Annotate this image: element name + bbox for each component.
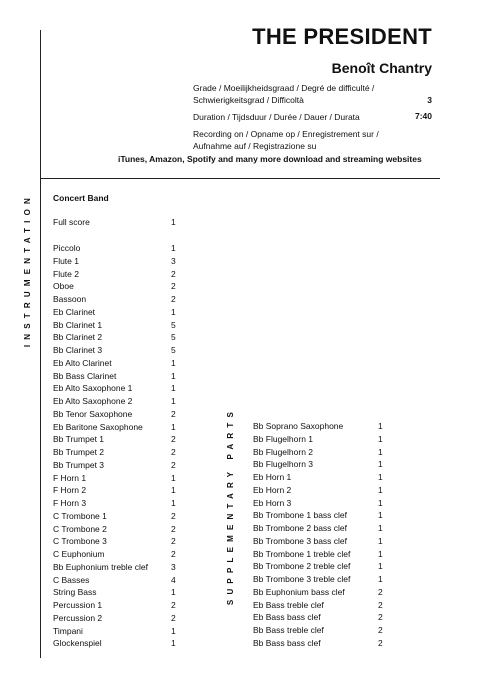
part-name: C Trombone 3: [53, 536, 107, 547]
concert-band-heading: Concert Band: [53, 193, 109, 203]
part-quantity: 1: [378, 472, 383, 482]
part-quantity: 3: [171, 561, 176, 572]
part-name: Flute 1: [53, 255, 79, 266]
part-quantity: 1: [171, 217, 176, 227]
list-item: [253, 612, 383, 623]
list-item: [53, 294, 176, 304]
list-item: [53, 332, 176, 343]
part-quantity: 2: [171, 612, 176, 623]
part-quantity: 1: [171, 306, 176, 317]
part-quantity: 1: [171, 370, 176, 381]
part-name: Bb Bass treble clef: [253, 625, 324, 635]
part-name: Bb Flugelhorn 1: [253, 433, 314, 444]
part-quantity: 5: [171, 319, 176, 330]
list-item: [253, 433, 383, 444]
part-quantity: 1: [378, 523, 383, 533]
part-quantity: 2: [171, 459, 176, 470]
part-quantity: 2: [378, 625, 383, 635]
composer-name: Benoît Chantry: [331, 60, 432, 76]
part-quantity: 3: [171, 255, 176, 266]
part-name: Bb Bass bass clef: [253, 637, 321, 648]
part-name: Bb Trumpet 2: [53, 447, 105, 457]
list-item: [253, 561, 383, 572]
part-name: Bb Flugelhorn 2: [253, 446, 314, 457]
recording-label-line-1: Recording on / Opname op / Enregistrement sur /: [193, 129, 379, 139]
part-name: Bb Bass Clarinet: [53, 370, 117, 381]
list-item: [253, 484, 383, 495]
list-item: [253, 586, 383, 597]
list-item: [53, 319, 176, 330]
part-quantity: 2: [171, 600, 176, 610]
list-item: [253, 548, 383, 559]
list-item: [53, 255, 176, 266]
recording-label-line-2: Aufnahme auf / Registrazione su: [193, 141, 317, 151]
page-title: THE PRESIDENT: [252, 24, 432, 49]
part-quantity: 1: [378, 561, 383, 572]
list-item: [53, 498, 176, 508]
list-item: [253, 446, 383, 457]
part-quantity: 1: [378, 484, 383, 495]
part-name: Eb Alto Saxophone 1: [53, 383, 133, 394]
part-name: Bb Trumpet 3: [53, 459, 105, 470]
part-name: F Horn 3: [53, 498, 87, 508]
list-item: [253, 574, 383, 584]
list-item: [53, 561, 176, 572]
part-name: Bb Tenor Saxophone: [53, 408, 133, 419]
part-name: C Trombone 1: [53, 510, 107, 521]
part-quantity: 2: [171, 523, 176, 534]
list-item: [53, 587, 176, 598]
list-item: [53, 306, 176, 317]
part-quantity: 1: [171, 396, 176, 406]
part-quantity: 1: [378, 433, 383, 444]
list-item: [53, 459, 176, 470]
part-quantity: 1: [171, 243, 176, 253]
part-name: Percussion 1: [53, 600, 103, 610]
list-item: [253, 535, 383, 546]
part-quantity: 2: [378, 586, 383, 597]
part-quantity: 2: [171, 408, 176, 419]
part-name: Eb Horn 3: [253, 497, 292, 508]
part-name: Eb Bass treble clef: [253, 599, 324, 610]
part-quantity: 2: [378, 599, 383, 610]
part-name: Percussion 2: [53, 612, 103, 623]
list-item: [53, 472, 176, 483]
list-item: [53, 421, 176, 432]
part-name: Eb Alto Saxophone 2: [53, 396, 133, 406]
part-name: F Horn 1: [53, 472, 87, 483]
part-quantity: 5: [171, 345, 176, 355]
part-name: Eb Alto Clarinet: [53, 357, 112, 368]
grade-label-line-1: Grade / Moeilijkheidsgraad / Degré de difficulté /: [193, 83, 375, 93]
list-item: [253, 625, 383, 635]
list-item: [53, 408, 176, 419]
part-quantity: 1: [171, 587, 176, 598]
left-divider: [40, 30, 41, 658]
part-quantity: 2: [171, 434, 176, 445]
list-item: [253, 421, 383, 431]
part-quantity: 2: [378, 637, 383, 648]
header-divider: [40, 178, 440, 179]
part-name: Timpani: [53, 625, 83, 636]
list-item: [53, 638, 176, 649]
grade-label-line-2: Schwierigkeitsgrad / Difficoltà: [193, 95, 304, 105]
part-name: Bb Clarinet 2: [53, 332, 103, 343]
list-item: [53, 243, 176, 253]
part-name: Bb Trombone 1 treble clef: [253, 548, 351, 559]
part-quantity: 1: [378, 510, 383, 521]
list-item: [253, 497, 383, 508]
part-quantity: 2: [171, 536, 176, 547]
part-name: Bb Trombone 1 bass clef: [253, 510, 348, 521]
part-quantity: 1: [171, 472, 176, 483]
list-item: [53, 485, 176, 496]
list-item: [53, 396, 176, 406]
part-quantity: 1: [378, 548, 383, 559]
list-item: [53, 625, 176, 636]
part-quantity: 2: [171, 281, 176, 292]
part-quantity: 1: [378, 497, 383, 508]
part-name: Oboe: [53, 281, 74, 292]
list-item: [53, 281, 176, 292]
part-quantity: 1: [171, 383, 176, 394]
part-quantity: 1: [171, 625, 176, 636]
part-name: Eb Clarinet: [53, 306, 96, 317]
part-name: Bb Trombone 2 treble clef: [253, 561, 351, 572]
part-quantity: 2: [171, 510, 176, 521]
part-quantity: 2: [171, 549, 176, 559]
part-name: Eb Baritone Saxophone: [53, 421, 143, 432]
part-name: String Bass: [53, 587, 97, 598]
part-quantity: 2: [378, 612, 383, 623]
list-item: [253, 510, 383, 521]
list-item: [53, 600, 176, 610]
part-quantity: 1: [171, 485, 176, 496]
part-quantity: 2: [171, 294, 176, 304]
list-item: [53, 370, 176, 381]
grade-value: 3: [427, 95, 432, 105]
part-quantity: 2: [171, 447, 176, 457]
list-item: [253, 523, 383, 533]
part-name: F Horn 2: [53, 485, 87, 496]
part-quantity: 1: [378, 421, 383, 431]
list-item: [53, 574, 176, 585]
part-name: Eb Horn 1: [253, 472, 292, 482]
list-item: [53, 345, 176, 355]
list-item: [53, 523, 176, 534]
part-quantity: 4: [171, 574, 176, 585]
part-name: Bb Flugelhorn 3: [253, 459, 314, 470]
part-quantity: 1: [171, 357, 176, 368]
part-name: C Basses: [53, 574, 90, 585]
list-item: [53, 357, 176, 368]
list-item: [53, 612, 176, 623]
part-quantity: 1: [171, 638, 176, 649]
part-name: Bb Trombone 2 bass clef: [253, 523, 348, 533]
part-quantity: 1: [378, 535, 383, 546]
duration-label: Duration / Tijdsduur / Durée / Dauer / Durata: [193, 112, 360, 122]
list-item: [53, 549, 176, 559]
part-quantity: 1: [378, 446, 383, 457]
part-name: Bb Euphonium treble clef: [53, 561, 148, 572]
part-name: Bb Clarinet 3: [53, 345, 103, 355]
list-item: [253, 599, 383, 610]
part-name: Flute 2: [53, 268, 79, 279]
list-item: [53, 510, 176, 521]
part-name: Full score: [53, 217, 90, 227]
part-quantity: 5: [171, 332, 176, 343]
part-name: Bb Clarinet 1: [53, 319, 103, 330]
part-name: Bb Euphonium bass clef: [253, 586, 345, 597]
part-name: Eb Bass bass clef: [253, 612, 321, 623]
list-item: [53, 447, 176, 457]
streaming-platforms: iTunes, Amazon, Spotify and many more download and streaming websites: [118, 154, 422, 164]
list-item: [53, 536, 176, 547]
part-name: Bassoon: [53, 294, 87, 304]
part-quantity: 2: [171, 268, 176, 279]
part-name: Eb Horn 2: [253, 484, 292, 495]
part-quantity: 1: [171, 498, 176, 508]
part-name: Bb Trombone 3 bass clef: [253, 535, 348, 546]
part-quantity: 1: [378, 574, 383, 584]
part-name: C Trombone 2: [53, 523, 107, 534]
part-quantity: 1: [171, 421, 176, 432]
list-item: [53, 434, 176, 445]
list-item: [253, 637, 383, 648]
part-name: Bb Trombone 3 treble clef: [253, 574, 351, 584]
list-item: [53, 268, 176, 279]
part-quantity: 1: [378, 459, 383, 470]
supplementary-parts-label: SUPPLEMENTARY PARTS: [226, 407, 235, 606]
part-name: Piccolo: [53, 243, 81, 253]
instrumentation-label: INSTRUMENTATION: [23, 193, 32, 348]
part-name: Bb Soprano Saxophone: [253, 421, 344, 431]
list-item: [253, 459, 383, 470]
duration-value: 7:40: [414, 111, 432, 121]
part-name: C Euphonium: [53, 549, 105, 559]
part-name: Bb Trumpet 1: [53, 434, 105, 445]
list-item: [53, 383, 176, 394]
part-name: Glockenspiel: [53, 638, 102, 649]
list-item: [253, 472, 383, 482]
list-item: [53, 217, 176, 227]
